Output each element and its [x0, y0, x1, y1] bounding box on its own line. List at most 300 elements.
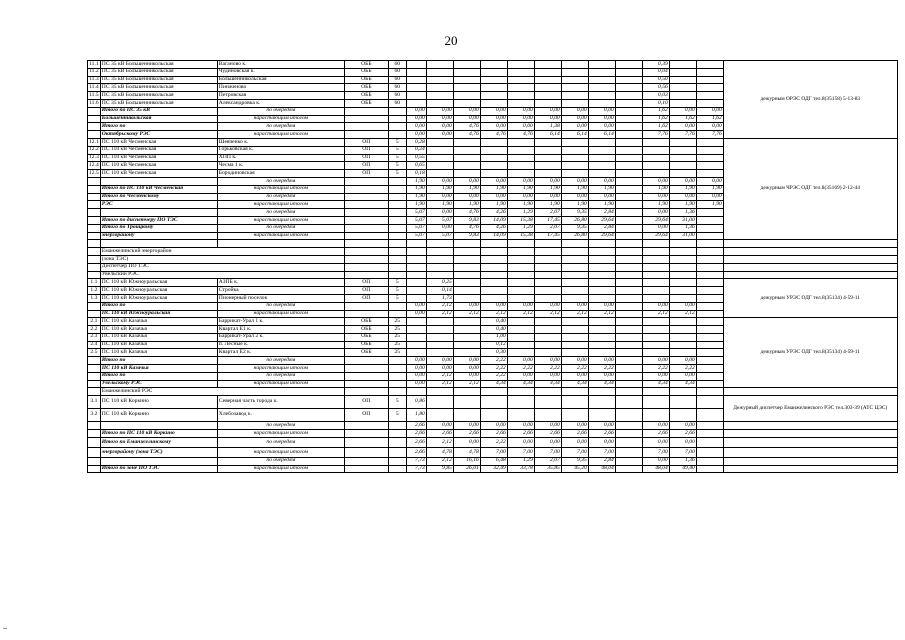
value-cell	[426, 146, 453, 154]
value-cell	[561, 170, 588, 178]
value-cell	[615, 365, 642, 373]
value-cell	[453, 263, 480, 271]
value-cell: 5,07	[406, 232, 426, 240]
time-value: 5	[388, 162, 406, 170]
value-cell	[588, 318, 615, 326]
value-cell	[534, 76, 561, 84]
time-value	[388, 123, 406, 131]
total-type: нарастающим итогом	[217, 131, 344, 139]
value-cell: 2,22	[480, 357, 507, 365]
network-type	[344, 209, 388, 217]
value-cell	[534, 294, 561, 302]
row-number	[88, 447, 101, 457]
time-value: 25	[388, 341, 406, 349]
value-cell	[534, 84, 561, 92]
value-cell: 0,00	[534, 302, 561, 310]
network-type	[344, 255, 388, 263]
value-cell	[615, 154, 642, 162]
value-cell	[642, 255, 669, 263]
value-cell	[561, 388, 588, 396]
row-number: 12.2	[89, 146, 99, 153]
value-cell: 0,00	[453, 107, 480, 115]
value-cell	[615, 61, 642, 69]
value-cell: 4,76	[453, 209, 480, 217]
value-cell	[642, 388, 669, 396]
value-cell: 0,00	[561, 115, 588, 123]
value-cell	[669, 240, 696, 248]
value-cell	[642, 349, 669, 357]
row-number	[88, 380, 101, 388]
value-cell: 0,00	[426, 357, 453, 365]
row-number	[88, 271, 101, 279]
table-row	[88, 388, 898, 396]
value-cell: 0,00	[426, 209, 453, 217]
table-row	[88, 318, 898, 326]
value-cell: 14,09	[480, 216, 507, 224]
network-type: ОББ	[344, 326, 388, 334]
total-label: Октябрьскому РЭС	[100, 131, 217, 139]
value-cell	[615, 430, 642, 438]
network-type: ОББ	[344, 92, 388, 100]
table-row	[88, 61, 898, 69]
value-cell: 0,00	[480, 123, 507, 131]
row-number: 2.5	[88, 349, 101, 357]
value-cell: 0,00	[406, 302, 426, 310]
row-number: 1.1	[88, 279, 101, 287]
value-cell	[588, 240, 615, 248]
value-cell: 0,00	[480, 193, 507, 201]
value-cell: 0,00	[561, 437, 588, 447]
value-cell: 0,24	[406, 146, 426, 154]
value-cell	[426, 92, 453, 100]
value-cell	[480, 68, 507, 76]
value-cell	[480, 240, 507, 248]
value-cell	[507, 138, 534, 146]
value-cell: 2,12	[480, 310, 507, 318]
value-cell: 33,78	[507, 465, 534, 473]
row-number	[88, 365, 101, 373]
value-cell	[507, 287, 534, 295]
value-cell	[507, 388, 534, 396]
feeder-name: Квартал Е2 к.	[217, 349, 344, 357]
value-cell	[588, 349, 615, 357]
total-label: Итого по	[100, 123, 217, 131]
value-cell	[453, 409, 480, 422]
time-value	[388, 107, 406, 115]
value-cell	[561, 146, 588, 154]
value-cell: 0,65	[406, 162, 426, 170]
value-cell	[507, 76, 534, 84]
value-cell: 4,76	[453, 224, 480, 232]
value-cell	[426, 396, 453, 409]
value-cell: 6,14	[534, 131, 561, 139]
value-cell	[696, 326, 723, 334]
network-type: ОП	[344, 396, 388, 409]
value-cell	[588, 84, 615, 92]
value-cell	[669, 255, 696, 263]
value-cell: 9,85	[426, 465, 453, 473]
value-cell	[696, 437, 723, 447]
value-cell	[453, 388, 480, 396]
value-cell: 48,04	[642, 465, 669, 473]
value-cell	[696, 99, 723, 107]
value-cell	[426, 409, 453, 422]
value-cell	[615, 131, 642, 139]
value-cell	[669, 138, 696, 146]
empty-note-cell	[723, 255, 897, 263]
value-cell: 0,00	[534, 193, 561, 201]
feeder-name: Бородиновская	[217, 170, 344, 178]
value-cell	[696, 341, 723, 349]
value-cell	[615, 138, 642, 146]
value-cell	[406, 255, 426, 263]
value-cell	[453, 287, 480, 295]
time-value	[388, 201, 406, 209]
value-cell: 0,00	[561, 107, 588, 115]
value-cell: 1,90	[453, 201, 480, 209]
value-cell: 14,09	[480, 232, 507, 240]
row-number	[88, 457, 101, 465]
value-cell	[615, 216, 642, 224]
network-type: ОП	[344, 146, 388, 154]
value-cell: 2,84	[588, 209, 615, 217]
value-cell	[615, 248, 642, 256]
value-cell: 0,00	[696, 123, 723, 131]
value-cell	[406, 326, 426, 334]
network-type	[344, 131, 388, 139]
total-type: нарастающим итогом	[217, 310, 344, 318]
value-cell	[453, 255, 480, 263]
value-cell: 4,34	[588, 380, 615, 388]
value-cell: 4,78	[453, 447, 480, 457]
value-cell	[669, 248, 696, 256]
value-cell	[696, 170, 723, 178]
time-value: 5	[388, 138, 406, 146]
network-type: ОП	[344, 287, 388, 295]
value-cell	[696, 84, 723, 92]
value-cell: 0,00	[507, 302, 534, 310]
value-cell: 7,00	[561, 447, 588, 457]
row-number: 2.1	[88, 318, 101, 326]
value-cell	[406, 84, 426, 92]
network-type: ОББ	[344, 68, 388, 76]
value-cell	[561, 333, 588, 341]
time-value: 5	[388, 287, 406, 295]
total-label	[100, 209, 217, 217]
value-cell: 2,66	[406, 430, 426, 438]
value-cell	[561, 279, 588, 287]
row-number: 2.4	[88, 341, 101, 349]
substation-name: ПС 110 кВ Чесменская	[100, 146, 217, 154]
value-cell	[588, 61, 615, 69]
total-type: нарастающим итогом	[217, 447, 344, 457]
network-type: ОББ	[344, 76, 388, 84]
value-cell	[534, 162, 561, 170]
value-cell: 0,00	[669, 372, 696, 380]
value-cell: 48,04	[588, 465, 615, 473]
total-label: Итого по Чесменскому	[100, 193, 217, 201]
value-cell	[534, 170, 561, 178]
value-cell	[615, 240, 642, 248]
value-cell	[561, 61, 588, 69]
value-cell	[426, 388, 453, 396]
total-type: нарастающим итогом	[217, 115, 344, 123]
value-cell: 49,40	[669, 465, 696, 473]
value-cell	[453, 326, 480, 334]
value-cell: 29,64	[642, 232, 669, 240]
value-cell	[696, 457, 723, 465]
value-cell	[426, 271, 453, 279]
value-cell	[642, 341, 669, 349]
value-cell: 0,00	[642, 177, 669, 185]
value-cell: 0,00	[406, 365, 426, 373]
value-cell	[453, 341, 480, 349]
value-cell: 7,00	[669, 447, 696, 457]
substation-name: ПС 110 кВ Казачья	[100, 341, 217, 349]
value-cell	[561, 162, 588, 170]
table-row	[88, 248, 898, 256]
value-cell	[696, 372, 723, 380]
substation-name: ПС 35 кВ Большенникольская	[100, 99, 217, 107]
value-cell	[615, 92, 642, 100]
value-cell: 2,66	[406, 422, 426, 430]
value-cell: 0,00	[534, 115, 561, 123]
value-cell	[696, 294, 723, 302]
value-cell: 0,10	[642, 99, 669, 107]
value-cell: 0,00	[480, 115, 507, 123]
network-type	[344, 430, 388, 438]
value-cell	[588, 92, 615, 100]
time-value: 25	[388, 318, 406, 326]
value-cell: 1,90	[406, 177, 426, 185]
substation-name: ПС 110 кВ Южноуральская	[100, 287, 217, 295]
network-type: ОП	[344, 162, 388, 170]
substation-name: Увельский РЭС	[100, 271, 344, 279]
time-value: 25	[388, 349, 406, 357]
value-cell	[480, 99, 507, 107]
empty-note-cell	[723, 437, 897, 447]
value-cell	[453, 318, 480, 326]
total-type: по очередям	[217, 193, 344, 201]
value-cell	[426, 154, 453, 162]
value-cell	[426, 248, 453, 256]
value-cell: 1,90	[480, 185, 507, 193]
value-cell	[669, 68, 696, 76]
value-cell: 1,90	[453, 185, 480, 193]
value-cell	[696, 357, 723, 365]
value-cell: 0,00	[426, 131, 453, 139]
feeder-name: Пионерный поселок	[217, 294, 344, 302]
value-cell: 0,00	[406, 380, 426, 388]
value-cell	[507, 341, 534, 349]
substation-name: ПС 110 кВ Южноуральская	[100, 294, 217, 302]
value-cell: 1,90	[588, 185, 615, 193]
network-type	[344, 365, 388, 373]
value-cell	[406, 318, 426, 326]
value-cell	[561, 396, 588, 409]
feeder-name: Шевченко к.	[217, 138, 344, 146]
value-cell	[696, 271, 723, 279]
value-cell	[669, 318, 696, 326]
value-cell	[588, 154, 615, 162]
empty-note-cell	[723, 465, 897, 473]
value-cell: 7,76	[669, 131, 696, 139]
value-cell	[669, 388, 696, 396]
time-value	[388, 388, 406, 396]
value-cell	[669, 84, 696, 92]
contact-note: Дежурный диспетчер Еманжелинского РЭС тел.303-39 (АТС ЦЭС)	[723, 396, 897, 422]
row-number	[88, 224, 101, 232]
value-cell: 0,00	[480, 422, 507, 430]
time-value	[388, 271, 406, 279]
value-cell	[453, 146, 480, 154]
value-cell: 29,64	[588, 216, 615, 224]
value-cell	[507, 271, 534, 279]
value-cell	[696, 248, 723, 256]
value-cell	[426, 138, 453, 146]
value-cell	[615, 310, 642, 318]
value-cell: 0,00	[561, 422, 588, 430]
value-cell	[642, 318, 669, 326]
value-cell: 1,38	[534, 123, 561, 131]
value-cell	[406, 287, 426, 295]
value-cell: 0,00	[669, 107, 696, 115]
value-cell	[669, 170, 696, 178]
substation-name: Еманжелинский РЭС	[100, 388, 344, 396]
value-cell	[507, 326, 534, 334]
value-cell: 0,00	[534, 107, 561, 115]
value-cell	[588, 68, 615, 76]
empty-note-cell	[723, 430, 897, 438]
value-cell: 4,34	[669, 380, 696, 388]
table-row	[88, 396, 898, 409]
value-cell: 0,00	[696, 107, 723, 115]
time-value	[388, 177, 406, 185]
row-number	[88, 216, 101, 224]
value-cell	[480, 138, 507, 146]
table-row	[88, 271, 898, 279]
value-cell: 2,22	[480, 372, 507, 380]
row-number	[88, 115, 101, 123]
value-cell: 0,00	[426, 365, 453, 373]
value-cell	[615, 333, 642, 341]
value-cell	[615, 224, 642, 232]
substation-name: ПС 110 кВ Коркино	[100, 409, 217, 422]
value-cell	[507, 162, 534, 170]
time-value: 25	[388, 326, 406, 334]
value-cell: 0,00	[480, 302, 507, 310]
value-cell: 9,35	[561, 457, 588, 465]
value-cell	[615, 457, 642, 465]
value-cell: 0,00	[696, 193, 723, 201]
value-cell	[453, 271, 480, 279]
table-row	[88, 263, 898, 271]
value-cell: 0,00	[453, 177, 480, 185]
value-cell: 2,12	[669, 310, 696, 318]
value-cell	[696, 209, 723, 217]
value-cell	[588, 99, 615, 107]
value-cell	[615, 68, 642, 76]
value-cell	[453, 349, 480, 357]
row-number	[88, 201, 101, 209]
network-type: ОП	[344, 279, 388, 287]
value-cell: 0,00	[669, 302, 696, 310]
value-cell	[453, 248, 480, 256]
row-number: 3.1	[88, 396, 101, 409]
value-cell: 0,00	[669, 437, 696, 447]
value-cell	[453, 154, 480, 162]
value-cell	[534, 271, 561, 279]
value-cell	[561, 294, 588, 302]
value-cell: 0,00	[669, 177, 696, 185]
value-cell	[534, 138, 561, 146]
value-cell	[406, 99, 426, 107]
value-cell: 0,55	[406, 154, 426, 162]
network-type	[344, 201, 388, 209]
value-cell	[588, 396, 615, 409]
empty-note-cell	[723, 240, 897, 248]
value-cell	[426, 333, 453, 341]
value-cell	[561, 99, 588, 107]
value-cell: 4,34	[507, 380, 534, 388]
value-cell	[453, 294, 480, 302]
row-number: 11.3	[89, 76, 99, 83]
value-cell	[696, 447, 723, 457]
time-value	[388, 465, 406, 473]
total-label: Итого по ПС 35 кВ	[100, 107, 217, 115]
value-cell: 1,90	[406, 193, 426, 201]
value-cell: 2,66	[453, 430, 480, 438]
contact-note: дежурным ЧРЭС ОДГ тел.8(35169) 2-12-44	[723, 138, 897, 239]
feeder-name: Ваганово к.	[217, 61, 344, 69]
value-cell: 0,00	[588, 107, 615, 115]
value-cell	[615, 76, 642, 84]
value-cell: 26,80	[561, 216, 588, 224]
time-value: 25	[388, 333, 406, 341]
value-cell	[534, 263, 561, 271]
value-cell: 0,00	[406, 357, 426, 365]
total-type: по очередям	[217, 372, 344, 380]
value-cell: 7,73	[406, 465, 426, 473]
value-cell	[669, 409, 696, 422]
substation-name: ПС 35 кВ Большенникольская	[100, 76, 217, 84]
value-cell	[696, 287, 723, 295]
value-cell: 0,50	[642, 76, 669, 84]
value-cell: 1,00	[480, 333, 507, 341]
network-type: ОП	[344, 154, 388, 162]
value-cell	[588, 388, 615, 396]
value-cell	[480, 162, 507, 170]
substation-name: ПС 110 кВ Чесменская	[100, 154, 217, 162]
value-cell	[453, 84, 480, 92]
value-cell: 2,22	[480, 437, 507, 447]
feeder-name: ХПП к.	[217, 154, 344, 162]
total-label: Итого по	[100, 357, 217, 365]
value-cell: 0,00	[642, 193, 669, 201]
time-value: 60	[388, 99, 406, 107]
value-cell: 1,90	[669, 201, 696, 209]
network-type: ОП	[344, 409, 388, 422]
value-cell	[588, 170, 615, 178]
value-cell	[561, 409, 588, 422]
value-cell	[615, 185, 642, 193]
value-cell	[615, 162, 642, 170]
value-cell: 0,18	[406, 170, 426, 178]
value-cell: 0,00	[534, 177, 561, 185]
value-cell: 0,00	[507, 107, 534, 115]
row-number: 2.3	[88, 333, 101, 341]
time-value: 5	[388, 146, 406, 154]
